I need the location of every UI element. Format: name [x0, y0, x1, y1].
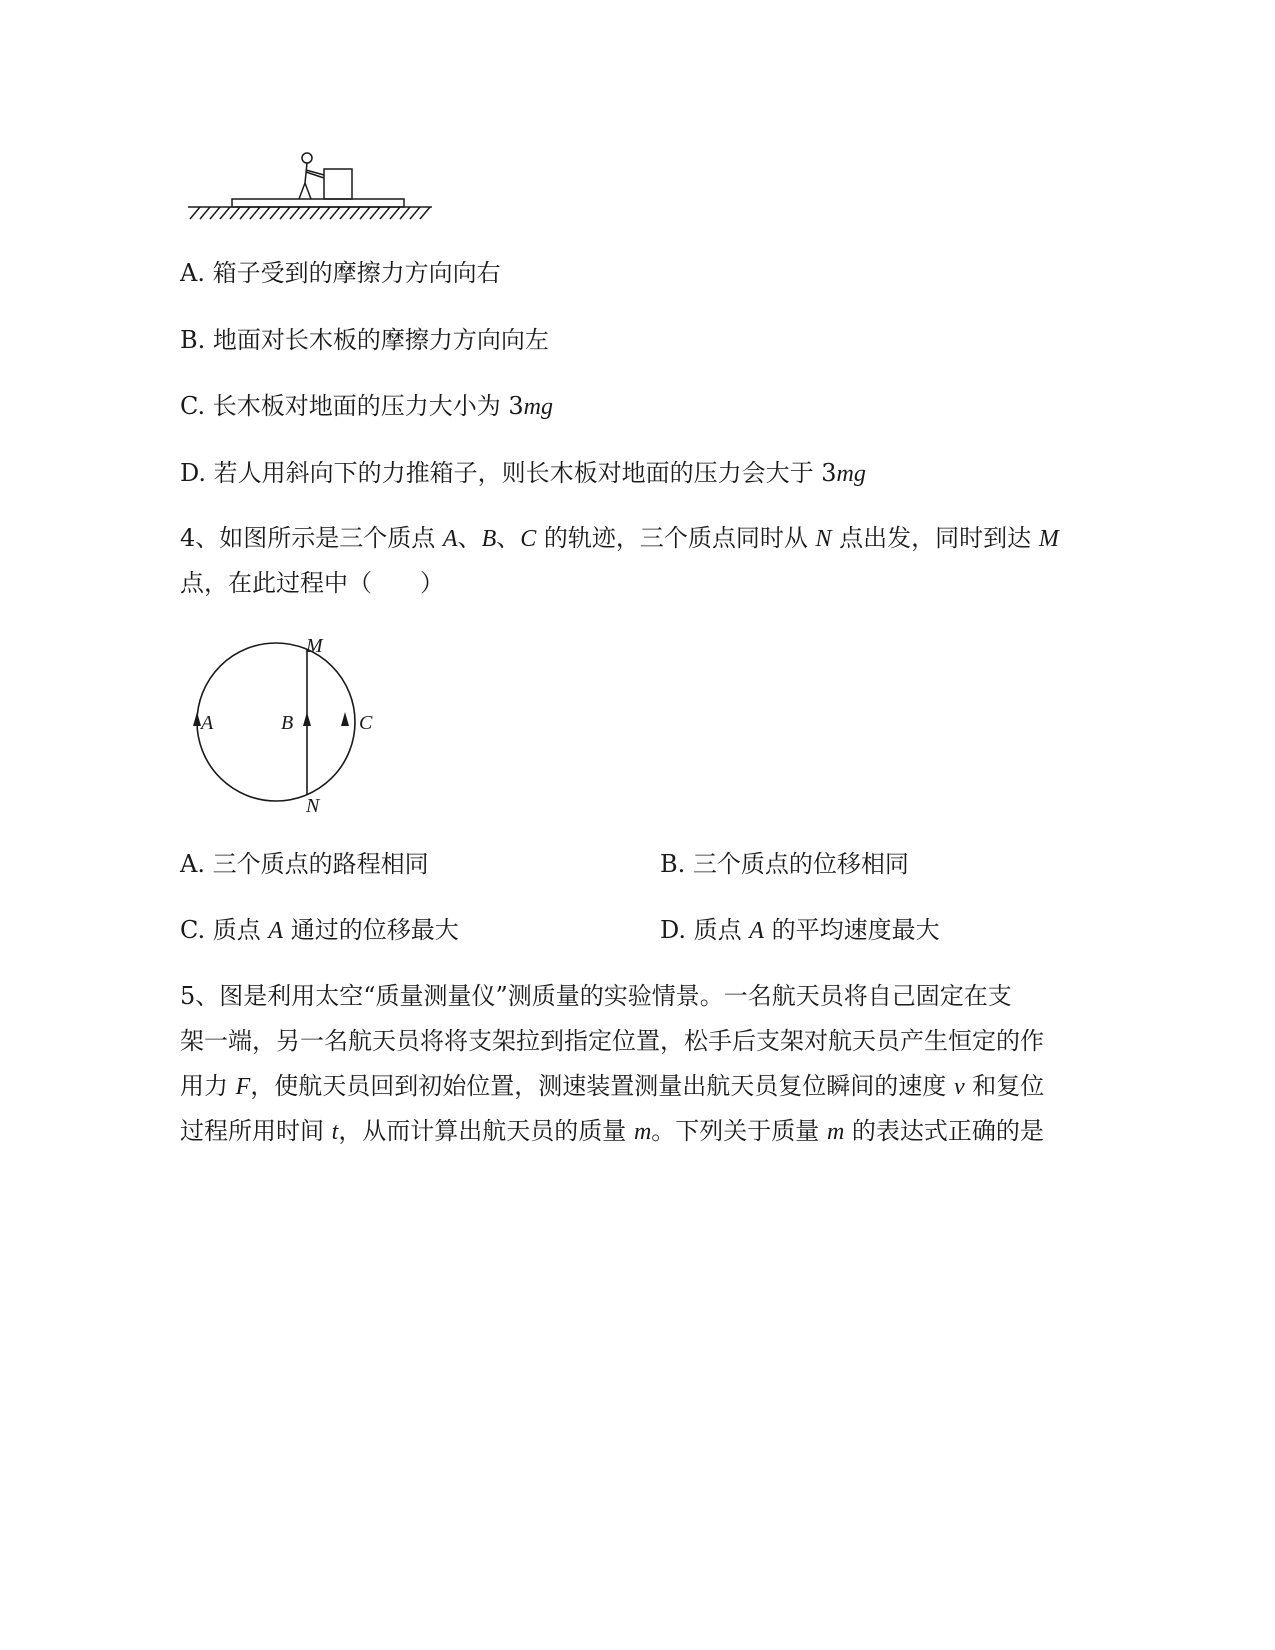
q3-option-c-var: mg	[523, 394, 554, 420]
label-m: M	[306, 635, 323, 657]
q5-stem-text: 过程所用时间	[180, 1117, 332, 1145]
q5-stem-text: ，使航天员回到初始位置，测速装置测量出航天员复位瞬间的速度	[250, 1072, 954, 1100]
label-c: C	[359, 712, 373, 734]
q4-var-a: A	[442, 526, 458, 552]
q3-option-c-text: C. 长木板对地面的压力大小为 3	[180, 392, 524, 420]
label-a: A	[201, 712, 214, 734]
q3-option-a: A. 箱子受到的摩擦力方向向右	[180, 259, 501, 287]
q4-option-c-text: C. 质点	[180, 916, 269, 944]
q5-stem-line1: 5、图是利用太空“质量测量仪”测质量的实验情景。一名航天员将自己固定在支	[180, 982, 1012, 1010]
arrow-a-icon	[193, 712, 201, 726]
ground-hatching	[190, 207, 430, 219]
q4-option-c-text: 通过的位移最大	[283, 916, 459, 944]
q4-var-b: B	[481, 526, 497, 552]
q5-var-f: F	[235, 1074, 251, 1100]
q5-stem-text: ，从而计算出航天员的质量	[338, 1117, 634, 1145]
arrow-c-icon	[341, 712, 349, 726]
q4-option-d	[660, 915, 940, 946]
q5-stem-text: 和复位	[964, 1072, 1045, 1100]
q5-var-m: m	[633, 1119, 652, 1145]
q5-var-v: v	[953, 1074, 965, 1100]
q5-stem-line3	[180, 1071, 1044, 1102]
q3-option-b: B. 地面对长木板的摩擦力方向向左	[180, 326, 549, 354]
q4-option-c-var: A	[268, 918, 284, 944]
q4-stem-text: 点出发，同时到达	[831, 524, 1039, 552]
q4-option-d-text: D. 质点	[660, 916, 750, 944]
q4-var-c: C	[520, 526, 537, 552]
arrow-b-icon	[303, 712, 311, 726]
box	[324, 169, 352, 199]
circle-path	[197, 643, 355, 801]
q5-var-m: m	[826, 1119, 845, 1145]
q5-var-t: t	[331, 1119, 339, 1145]
person	[299, 153, 324, 199]
q5-stem-line4	[180, 1116, 1044, 1147]
q5-stem-text: 的表达式正确的是	[844, 1117, 1044, 1145]
label-b: B	[281, 712, 294, 734]
q4-stem-line2: 点，在此过程中（ ）	[180, 569, 444, 597]
q4-stem-text: 、	[457, 524, 482, 552]
q4-option-d-text: 的平均速度最大	[763, 916, 940, 944]
q4-option-c	[180, 915, 459, 946]
q4-var-m: M	[1038, 526, 1059, 552]
figure-circle-trajectories	[170, 628, 400, 823]
long-board	[232, 199, 404, 207]
q4-stem-text: 4、如图所示是三个质点	[180, 524, 443, 552]
label-n: N	[306, 795, 320, 817]
q3-option-d	[180, 458, 866, 489]
q5-stem-line2: 架一端，另一名航天员将将支架拉到指定位置，松手后支架对航天员产生恒定的作	[180, 1027, 1044, 1055]
q3-option-c	[180, 391, 553, 422]
q3-option-d-var: mg	[836, 461, 866, 487]
q4-stem-text: 的轨迹，三个质点同时从	[536, 524, 816, 552]
q4-option-d-var: A	[749, 918, 764, 944]
q5-stem-text: 用力	[180, 1072, 236, 1100]
q4-stem-text: 、	[496, 524, 521, 552]
q4-option-a: A. 三个质点的路程相同	[180, 850, 429, 878]
q4-var-n: N	[815, 526, 832, 552]
q4-stem-line1	[180, 523, 1059, 554]
q3-option-d-text: D. 若人用斜向下的力推箱子，则长木板对地面的压力会大于 3	[180, 459, 837, 487]
q4-option-b: B. 三个质点的位移相同	[660, 850, 909, 878]
figure-person-pushing-box	[180, 145, 440, 225]
q5-stem-text: 。下列关于质量	[651, 1117, 827, 1145]
